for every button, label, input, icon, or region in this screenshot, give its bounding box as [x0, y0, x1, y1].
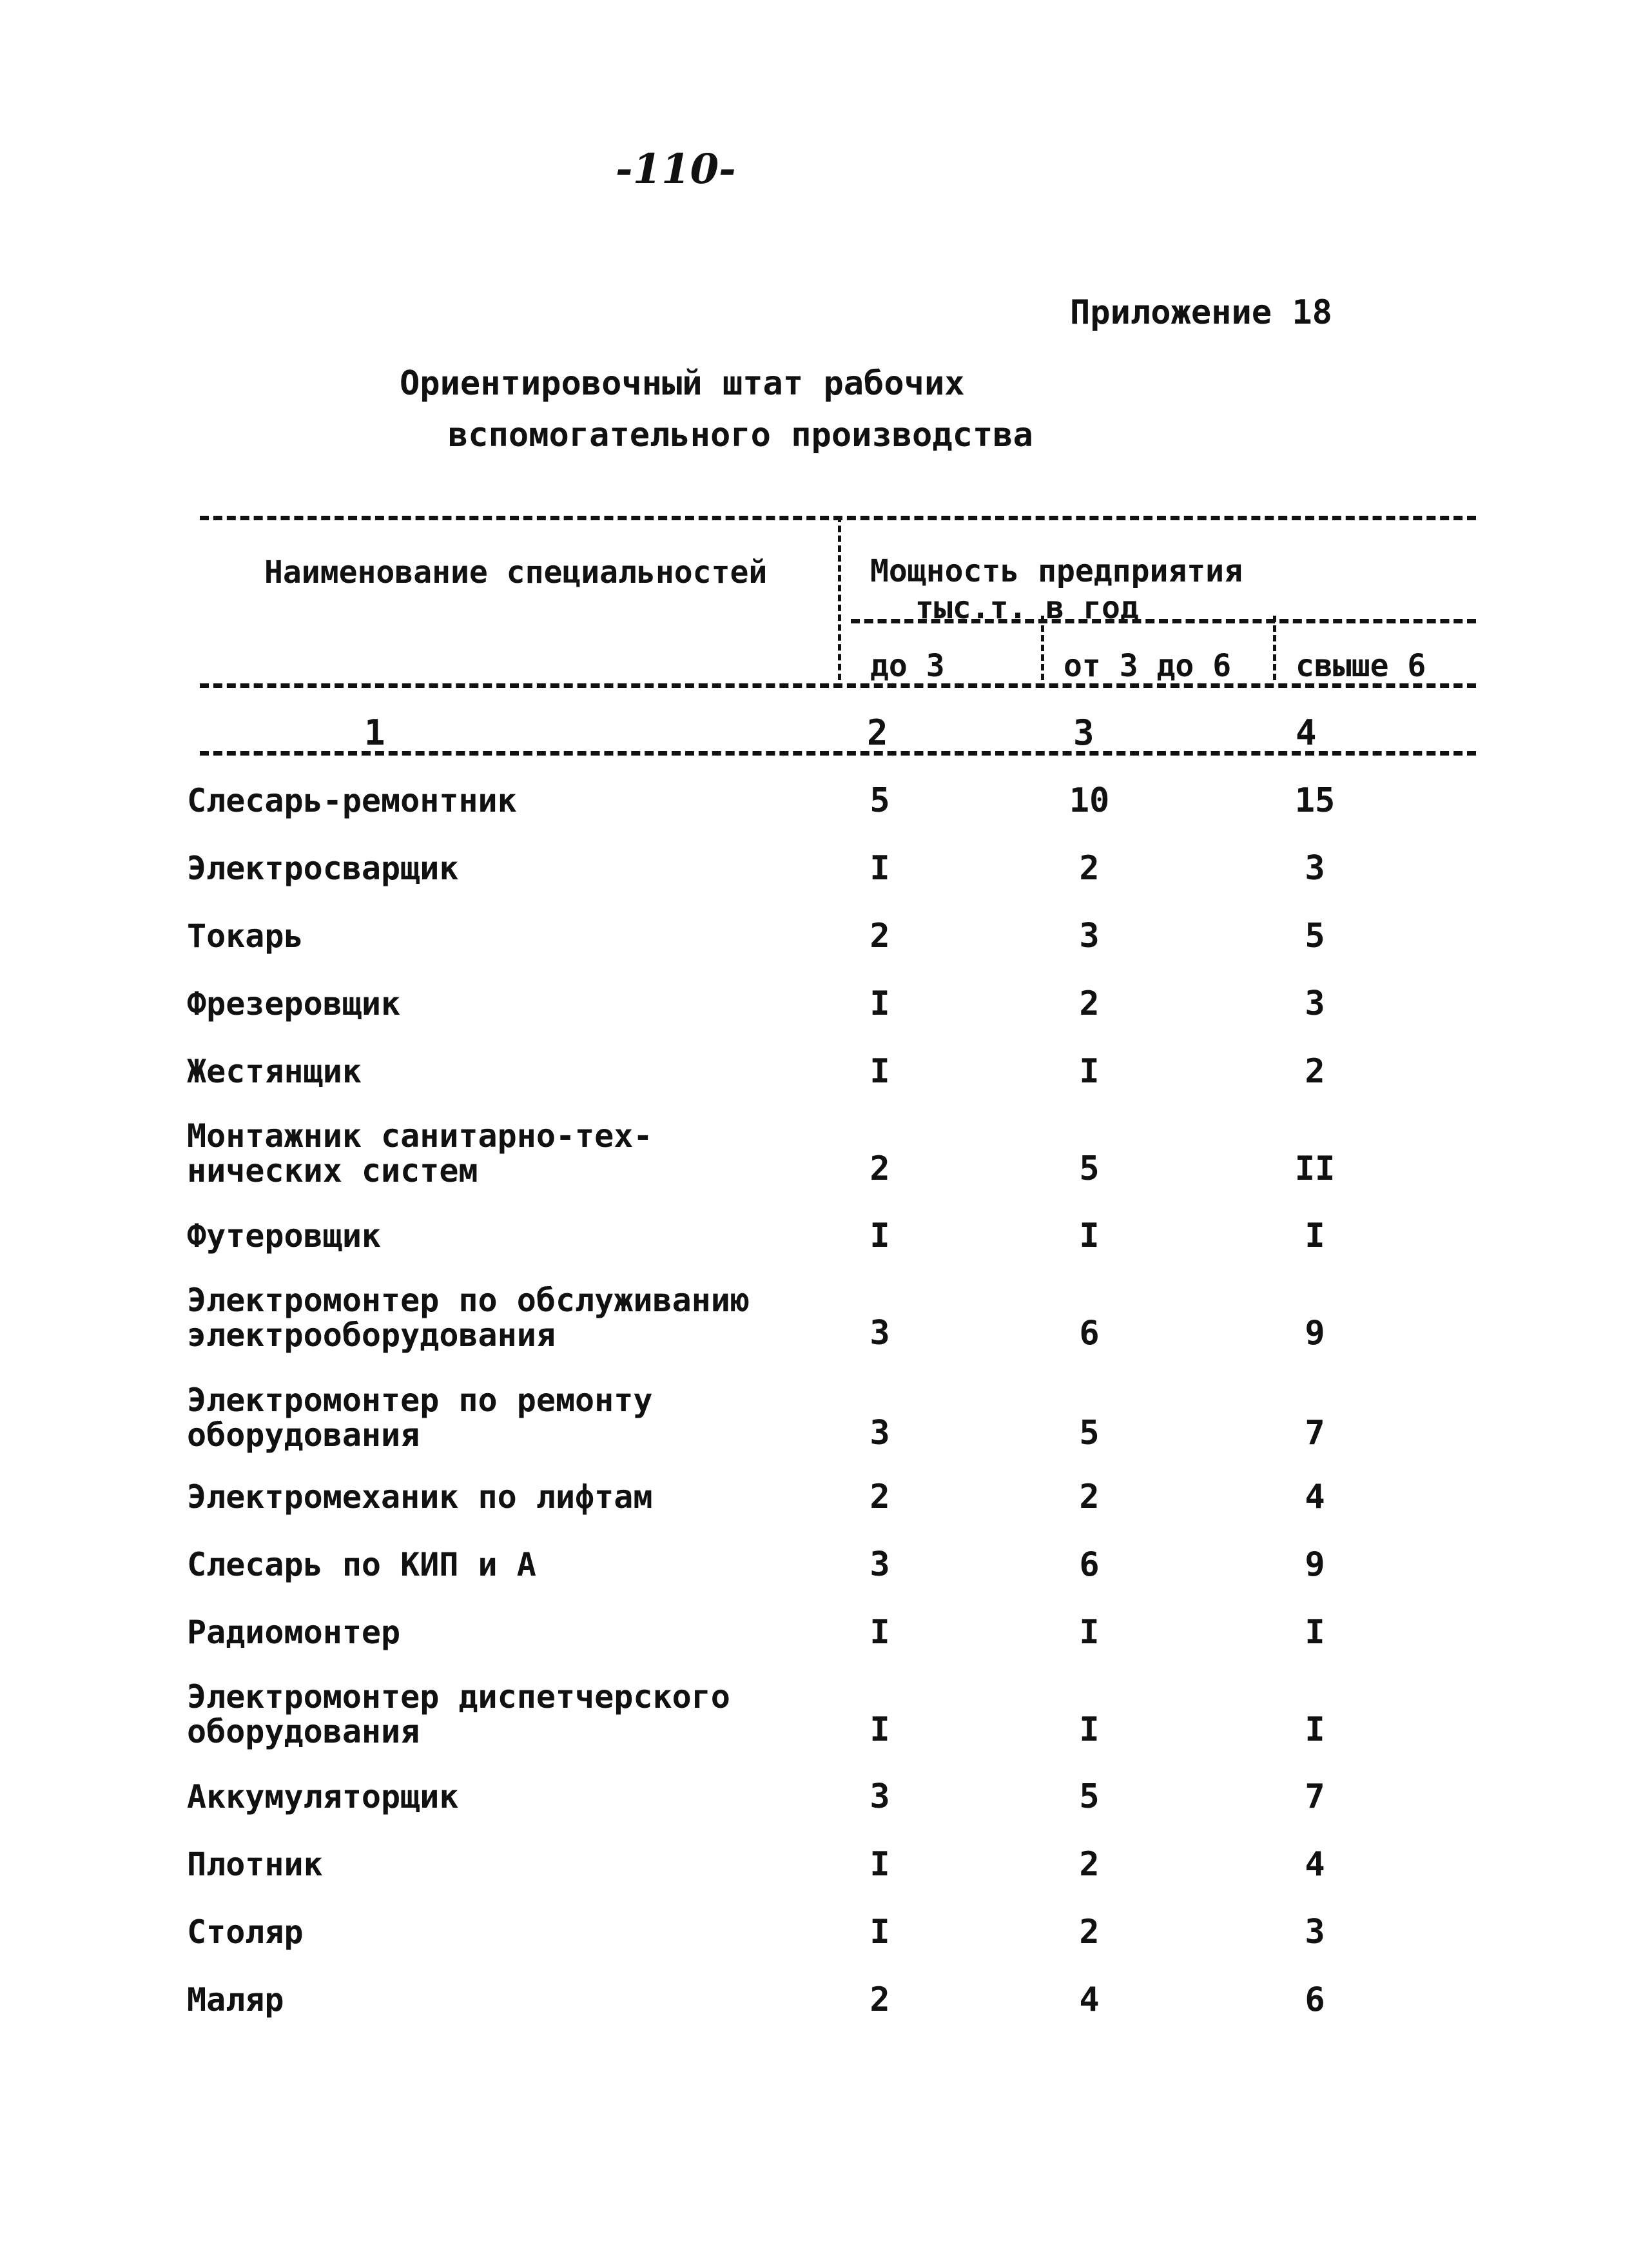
row-value-col-3: 2: [1079, 1913, 1100, 1951]
row-value-col-2: 3: [870, 1414, 890, 1452]
row-value-col-3: I: [1079, 1052, 1100, 1091]
row-value-col-4: 3: [1305, 1913, 1325, 1951]
subheader-3-to-6: от 3 до 6: [1064, 648, 1232, 684]
row-value-col-2: 3: [870, 1314, 890, 1353]
row-name: Токарь: [187, 917, 304, 955]
row-value-col-3: I: [1079, 1613, 1100, 1652]
header-bottom-rule: [200, 683, 1476, 688]
row-name: Маляр: [187, 1981, 284, 2019]
row-value-col-3: 2: [1079, 1845, 1100, 1884]
header-capacity: Мощность предприятия: [870, 553, 1243, 589]
row-value-col-3: 5: [1079, 1414, 1100, 1452]
row-value-col-2: I: [870, 1052, 890, 1091]
row-value-col-4: 9: [1305, 1545, 1325, 1584]
row-value-col-3: 5: [1079, 1149, 1100, 1188]
column-number-rule: [200, 751, 1476, 756]
row-value-col-4: 7: [1305, 1414, 1325, 1452]
row-value-col-4: I: [1305, 1613, 1325, 1652]
row-name: Фрезеровщик: [187, 985, 401, 1022]
row-name: Жестянщик: [187, 1053, 362, 1090]
row-name: Слесарь-ремонтник: [187, 782, 517, 819]
row-value-col-4: I: [1305, 1710, 1325, 1749]
row-value-col-2: 2: [870, 1980, 890, 2019]
row-value-col-4: 2: [1305, 1052, 1325, 1091]
row-value-col-2: 2: [870, 917, 890, 955]
row-value-col-4: 15: [1294, 781, 1336, 820]
row-value-col-3: 2: [1079, 849, 1100, 888]
row-value-col-4: 3: [1305, 984, 1325, 1023]
row-name: Плотник: [187, 1846, 323, 1883]
row-value-col-3: I: [1079, 1710, 1100, 1749]
row-value-col-2: 3: [870, 1777, 890, 1816]
row-value-col-2: I: [870, 849, 890, 888]
appendix-label: Приложение 18: [1070, 293, 1332, 332]
column-number-1: 1: [364, 712, 385, 753]
row-value-col-3: 4: [1079, 1980, 1100, 2019]
row-value-col-3: 6: [1079, 1314, 1100, 1353]
column-number-4: 4: [1296, 712, 1317, 753]
row-value-col-3: 6: [1079, 1545, 1100, 1584]
subheader-up-to-3: до 3: [870, 648, 945, 684]
row-value-col-4: 4: [1305, 1845, 1325, 1884]
row-value-col-3: 2: [1079, 984, 1100, 1023]
row-value-col-3: 3: [1079, 917, 1100, 955]
row-name: Радиомонтер: [187, 1614, 401, 1651]
row-value-col-4: 4: [1305, 1478, 1325, 1516]
page-number: -110-: [616, 145, 736, 193]
document-title-line-1: Ориентировочный штат рабочих: [400, 364, 965, 403]
document-title-line-2: вспомогательного производства: [448, 416, 1033, 455]
subheader-over-6: свыше 6: [1296, 648, 1426, 684]
row-value-col-2: 5: [870, 781, 890, 820]
row-value-col-4: 5: [1305, 917, 1325, 955]
row-name: Электромонтер диспетчерского оборудования: [187, 1678, 730, 1750]
row-name: Электромонтер по обслуживанию электрооборудования: [187, 1282, 750, 1354]
row-name: Столяр: [187, 1913, 304, 1951]
header-divider: [838, 516, 841, 680]
row-value-col-2: I: [870, 984, 890, 1023]
row-name: Электросварщик: [187, 850, 459, 887]
row-value-col-4: 6: [1305, 1980, 1325, 2019]
row-name: Электромонтер по ремонту оборудования: [187, 1382, 653, 1454]
row-value-col-4: I: [1305, 1217, 1325, 1255]
row-name: Слесарь по КИП и А: [187, 1546, 536, 1583]
row-value-col-2: 2: [870, 1149, 890, 1188]
column-number-2: 2: [867, 712, 888, 753]
row-value-col-3: 10: [1069, 781, 1110, 820]
header-units: тыс.т. в год: [915, 590, 1139, 626]
row-value-col-2: I: [870, 1710, 890, 1749]
row-name: Монтажник санитарно-тех- нических систем: [187, 1117, 653, 1189]
subheader-divider-2: [1273, 616, 1276, 680]
row-value-col-3: 5: [1079, 1777, 1100, 1816]
row-value-col-3: 2: [1079, 1478, 1100, 1516]
row-value-col-2: I: [870, 1845, 890, 1884]
header-specialty: Наименование специальностей: [264, 554, 768, 591]
row-value-col-2: I: [870, 1913, 890, 1951]
row-value-col-2: 2: [870, 1478, 890, 1516]
row-value-col-4: 9: [1305, 1314, 1325, 1353]
row-value-col-3: I: [1079, 1217, 1100, 1255]
row-name: Электромеханик по лифтам: [187, 1478, 653, 1516]
row-name: Аккумуляторщик: [187, 1778, 459, 1815]
row-value-col-4: 3: [1305, 849, 1325, 888]
row-value-col-2: I: [870, 1613, 890, 1652]
column-number-3: 3: [1073, 712, 1094, 753]
row-value-col-2: I: [870, 1217, 890, 1255]
row-value-col-2: 3: [870, 1545, 890, 1584]
row-value-col-4: II: [1294, 1149, 1336, 1188]
row-value-col-4: 7: [1305, 1777, 1325, 1816]
row-name: Футеровщик: [187, 1217, 382, 1255]
